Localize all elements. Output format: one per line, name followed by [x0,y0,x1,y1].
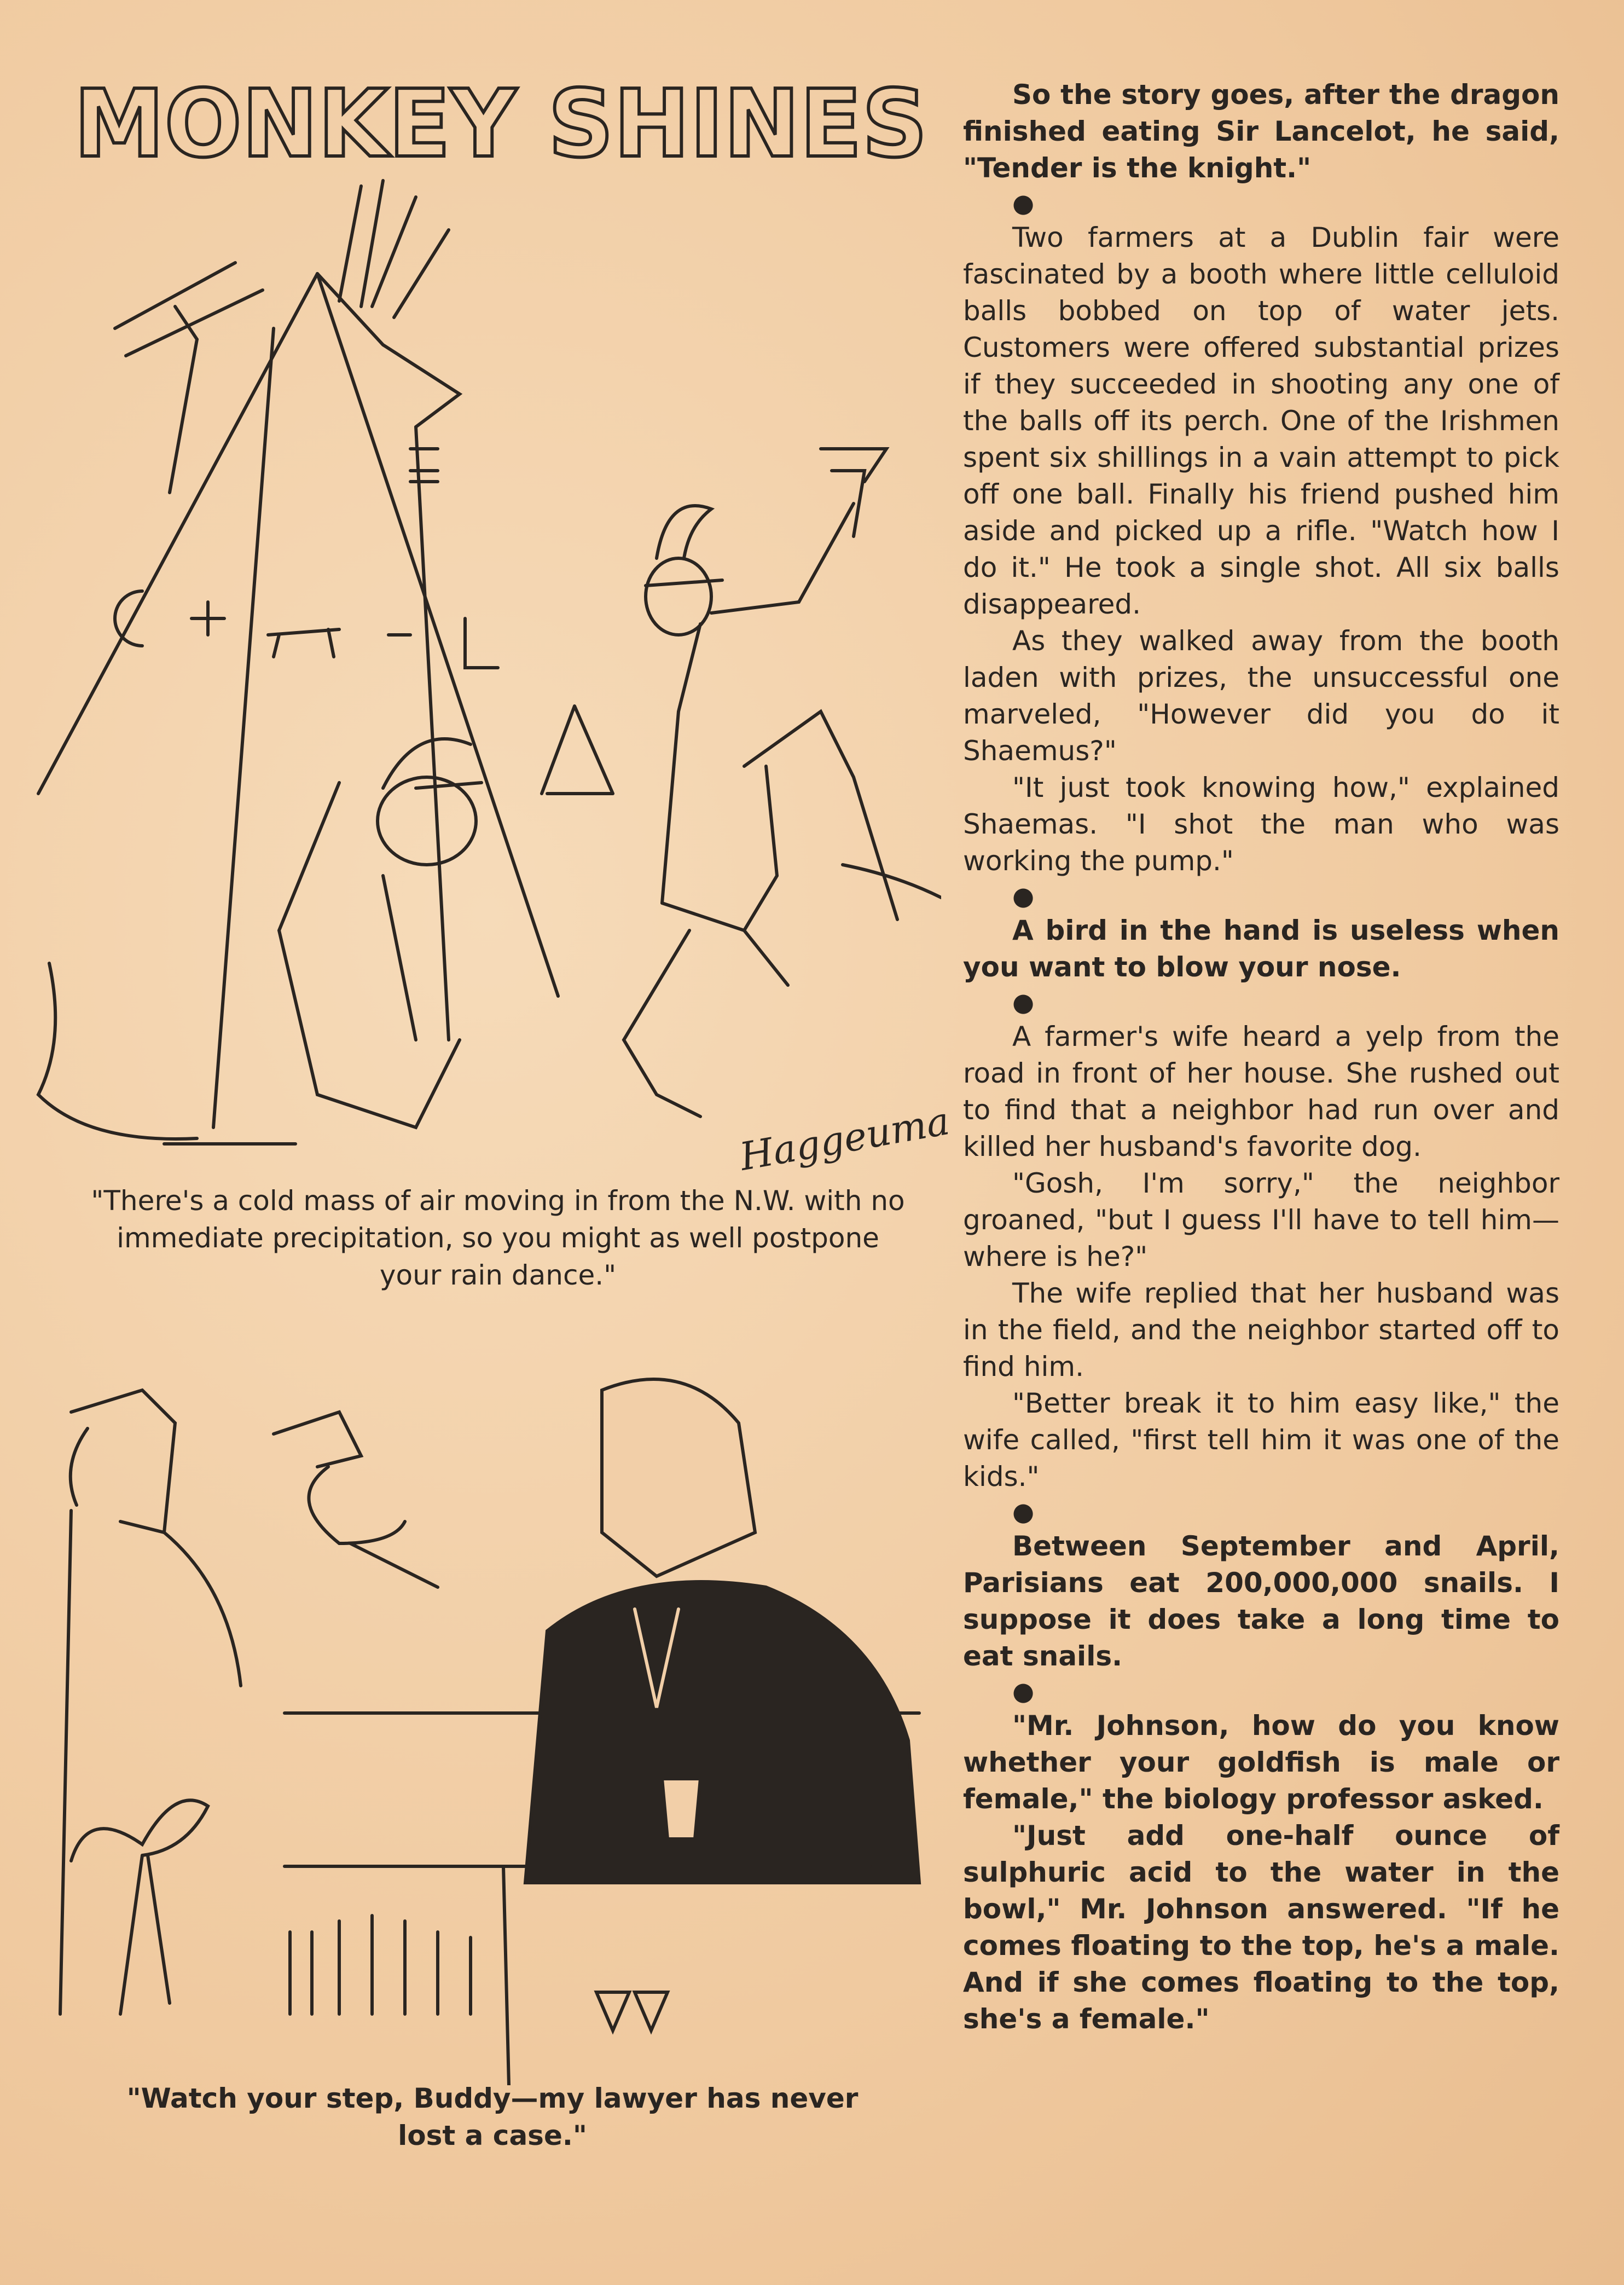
joke-paragraph: The wife replied that her husband was in the field, and the neighbor started off to find him. [963,1277,1559,1382]
joke-goldfish [963,1708,1559,2038]
joke-lancelot [963,77,1559,187]
joke-paragraph: A farmer's wife heard a yelp from the road in front of her house. She rushed out to find that a neighbor had run over and killed her husband's favorite dog. [963,1021,1559,1162]
separator-bullet: ● [1012,881,1035,911]
separator-bullet: ● [1012,188,1035,218]
separator-bullet: ● [1012,987,1035,1017]
joke-paragraph: Between September and April, Parisians eat 200,000,000 snails. I suppose it does take a long time to eat snails. [963,1530,1559,1672]
cartoon-2-caption: "Watch your step, Buddy—my lawyer has never lost a case." [126,2082,859,2151]
jokes-column [963,77,1559,2038]
joke-dublin-fair [963,219,1559,880]
cartoon-1-caption: "There's a cold mass of air moving in from the N.W. with no immediate precipitation, so you might as well postpone your rain dance." [91,1185,905,1291]
joke-paragraph: A bird in the hand is useless when you want to blow your nose. [963,915,1559,983]
joke-snails [963,1528,1559,1675]
cartoon-rain-dance [33,164,941,1193]
joke-paragraph: "It just took knowing how," explained Shaemas. "I shot the man who was working the pump." [963,772,1559,877]
cartoon-bar [55,1303,941,2085]
joke-paragraph: As they walked away from the booth laden with prizes, the unsuccessful one marveled, "However did you do it Shaemus?" [963,625,1559,767]
joke-farmers-wife [963,1019,1559,1495]
artist-signature: Haggeuma [736,1098,953,1179]
joke-paragraph: So the story goes, after the dragon finished eating Sir Lancelot, he said, "Tender is the knight." [963,79,1559,184]
joke-bird-in-hand [963,912,1559,986]
separator-bullet: ● [1012,1497,1035,1526]
page-title-text: MONKEY SHINES [74,70,927,175]
joke-paragraph: "Mr. Johnson, how do you know whether your goldfish is male or female," the biology professor asked. [963,1710,1559,1815]
joke-paragraph: "Just add one-half ounce of sulphuric acid to the water in the bowl," Mr. Johnson answered. "If he comes floating to the top, he's a male. And if she comes floating to the top, she's a female." [963,1820,1559,2035]
separator-bullet: ● [1012,1676,1035,1706]
joke-paragraph: "Gosh, I'm sorry," the neighbor groaned, "but I guess I'll have to tell him—where is he?" [963,1167,1559,1272]
joke-paragraph: "Better break it to him easy like," the wife called, "first tell him it was one of the kids." [963,1387,1559,1493]
joke-paragraph: Two farmers at a Dublin fair were fascinated by a booth where little celluloid balls bobbed on top of water jets. Customers were offered substantial prizes if they succeeded in shooting any one of the balls off its perch. One of the Irishmen spent six shillings in a vain attempt to pick off one ball. Finally his friend pushed him aside and picked up a rifle. "Watch how I do it." He took a single shot. All six balls disappeared. [963,222,1559,620]
page-title [66,66,936,175]
